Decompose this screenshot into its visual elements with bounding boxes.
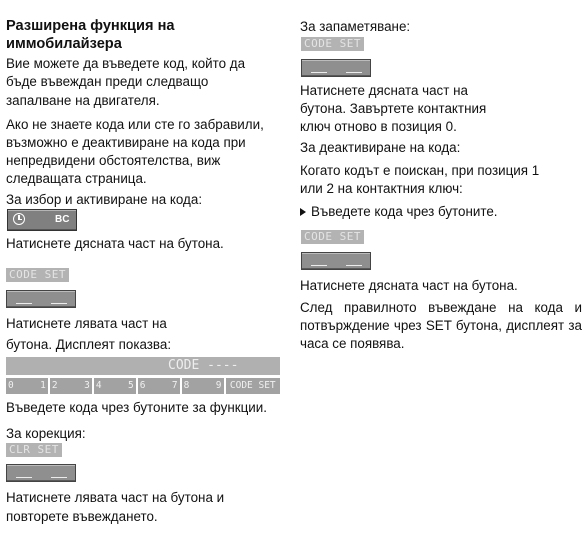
intro-line-2: бъде въвеждан преди следващо bbox=[6, 74, 209, 89]
code-set-display-save: CODE SET bbox=[301, 37, 364, 51]
select-activate-label: За избор и активиране на кода: bbox=[6, 192, 203, 207]
press-right-turn-line-2: бутона. Завъртете контактния bbox=[300, 101, 487, 116]
function-key-2 bbox=[94, 378, 136, 394]
rocker-button-save bbox=[301, 59, 371, 77]
function-key-digit: 6 bbox=[139, 380, 146, 391]
code-display-text: CODE ---- bbox=[168, 358, 239, 373]
function-key-row bbox=[6, 378, 280, 394]
rocker-button bbox=[6, 290, 76, 308]
function-key-digit: 5 bbox=[127, 380, 134, 391]
code-entry-display bbox=[6, 357, 280, 397]
bc-label: BC bbox=[55, 214, 70, 225]
function-key-digit: 9 bbox=[215, 380, 222, 391]
enter-code-instruction: Въведете кода чрез бутоните за функции. bbox=[6, 400, 267, 415]
section-heading-line-1: Разширена функция на bbox=[6, 18, 175, 34]
press-left-repeat-line-1: Натиснете лявата част на бутона и bbox=[6, 490, 225, 505]
function-key-digit: 8 bbox=[183, 380, 190, 391]
function-key-0 bbox=[6, 378, 48, 394]
intro-line-1: Вие можете да въведете код, който да bbox=[6, 56, 246, 71]
press-right-instruction: Натиснете дясната част на бутона. bbox=[6, 236, 224, 251]
function-key-label: CODE SET bbox=[229, 380, 276, 391]
intro-line-3: запалване на двигателя. bbox=[6, 93, 160, 108]
deactivate-label: За деактивиране на кода: bbox=[300, 140, 461, 155]
press-right-turn-line-3: ключ отново в позиция 0. bbox=[300, 119, 457, 134]
section-heading-line-2: иммобилайзера bbox=[6, 36, 122, 52]
press-left-repeat-line-2: повторете въвеждането. bbox=[6, 509, 158, 524]
function-key-digit: 0 bbox=[8, 380, 14, 391]
when-requested-line-2: или 2 на контактния ключ: bbox=[300, 181, 463, 196]
function-key-1 bbox=[50, 378, 92, 394]
enter-code-bullet-text: Въведете кода чрез бутоните. bbox=[311, 204, 498, 219]
code-set-display-deactivate: CODE SET bbox=[301, 230, 364, 244]
press-left-line-2: бутона. Дисплеят показва: bbox=[6, 337, 172, 352]
code-set-display: CODE SET bbox=[6, 268, 69, 282]
function-key-digit: 7 bbox=[171, 380, 178, 391]
when-requested-line-1: Когато кодът е поискан, при позиция 1 bbox=[300, 163, 540, 178]
press-right-instruction-2: Натиснете дясната част на бутона. bbox=[300, 278, 518, 293]
rocker-button-correction bbox=[6, 464, 76, 482]
function-key-digit: 1 bbox=[40, 380, 46, 391]
forgot-line-1: Ако не знаете кода или сте го забравили, bbox=[6, 117, 264, 132]
after-entry-paragraph: След правилното въвеждане на кода и потвърждение чрез SET бутона, дисплеят за часа се появява. bbox=[300, 300, 582, 351]
clock-bc-button bbox=[7, 209, 77, 231]
forgot-line-4: следващата страница. bbox=[6, 171, 147, 186]
save-label: За запаметяване: bbox=[300, 19, 411, 34]
function-key-digit: 3 bbox=[84, 380, 90, 391]
function-key-5 bbox=[226, 378, 280, 394]
clock-icon bbox=[13, 213, 25, 225]
clr-set-display: CLR SET bbox=[6, 443, 62, 457]
bullet-arrow-icon bbox=[300, 208, 306, 216]
code-display-top bbox=[6, 357, 280, 375]
correction-label: За корекция: bbox=[6, 426, 86, 441]
forgot-line-3: непредвидени обстоятелства, виж bbox=[6, 153, 221, 168]
function-key-4 bbox=[182, 378, 224, 394]
press-left-line-1: Натиснете лявата част на bbox=[6, 316, 167, 331]
press-right-turn-line-1: Натиснете дясната част на bbox=[300, 83, 468, 98]
function-key-digit: 2 bbox=[51, 380, 58, 391]
forgot-line-2: възможно е деактивиране на кода при bbox=[6, 135, 246, 150]
function-key-digit: 4 bbox=[95, 380, 102, 391]
function-key-3 bbox=[138, 378, 180, 394]
enter-code-bullet bbox=[300, 203, 498, 221]
rocker-button-deactivate bbox=[301, 252, 371, 270]
